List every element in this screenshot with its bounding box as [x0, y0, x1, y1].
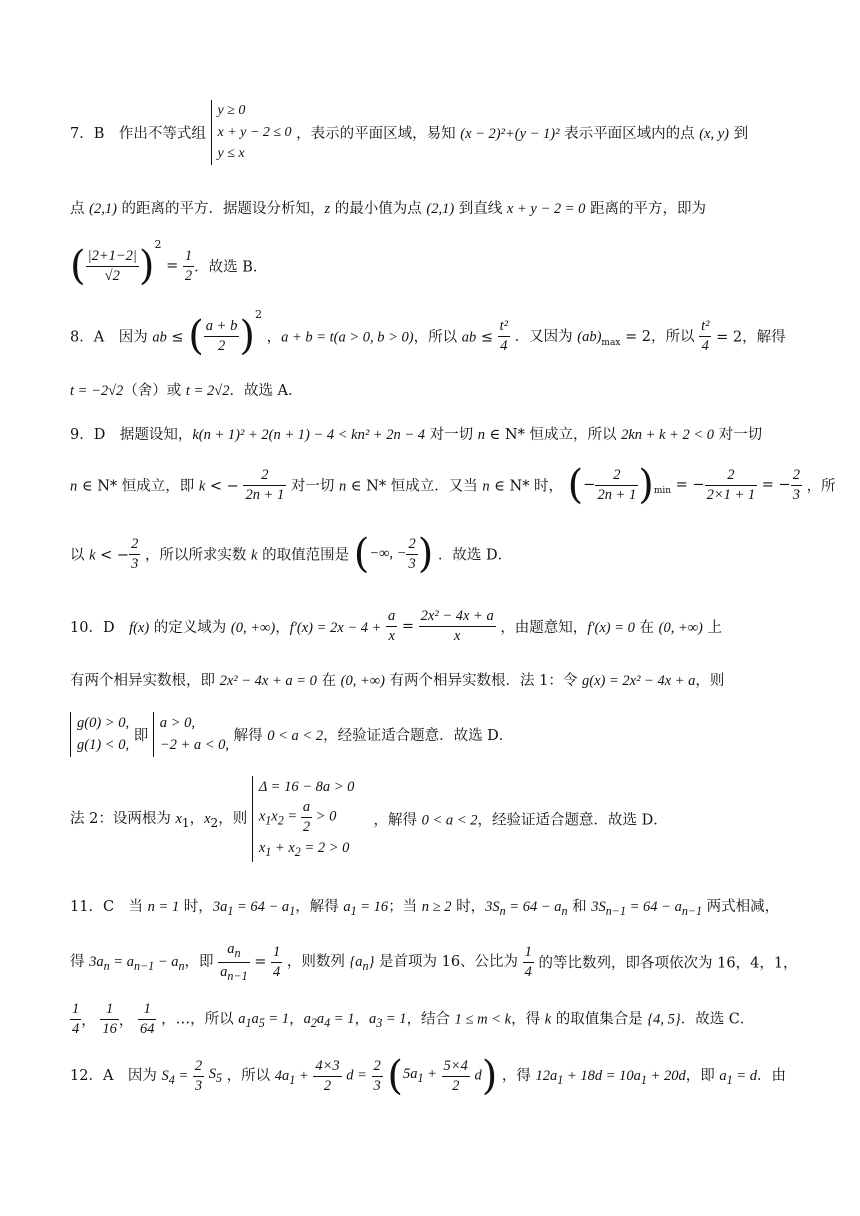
- doc-line: 法 2：设两根为 $x_1$，$x_2$，则 Δ = 16 − 8a > 0 $x_1x_2$ = $\frac{a}{2}$ > 0 $x_1 + x_2 = 2 > 0$ ，解得 0 < a < 2，经验证适合题意．故选 D．: [70, 776, 795, 862]
- doc-line: 点 (2,1) 的距离的平方．据题设分析知，z 的最小值为点 (2,1) 到直线 x + y − 2 = 0 距离的平方，即为: [70, 201, 706, 217]
- doc-line: 11．C 当 n = 1 时，$3a_1 = 64 - a_1$，解得 $a_1 = 16$；当 n ≥ 2 时，$3S_n = 64 - a_n$ 和 $3S_{n-1} = 64 - a_{n-1}$ 两式相减，: [70, 899, 780, 918]
- doc-line: 10．D f(x) 的定义域为 (0, +∞)，f′(x) = 2x − 4 + $\frac{a}{x}$ = $\frac{\text{2x² − 4x + a}}{x}$ ，由题意知，f′(x) = 0 在 (0, +∞) 上: [70, 608, 722, 644]
- doc-line: t = −2√2（舍）或 t = 2√2．故选 A．: [70, 383, 303, 399]
- doc-line: 以 k < − $\frac{2}{3}$ ，所以所求实数 k 的取值范围是 (−∞, − $\frac{2}{3}$ ) ．故选 D．: [70, 531, 513, 577]
- doc-line: $\frac{1}{4}$ ， $\frac{1}{16}$ ， $\frac{1}{64}$ ，…，所以 $a_1a_5 = 1$，$a_2a_4 = 1$，$a_3 = 1$，结合 1 ≤ m < k，得 k 的取值集合是 {4, 5}．故选 C．: [72, 1001, 755, 1037]
- doc-line: 7．B 作出不等式组 y ≥ 0 x + y − 2 ≤ 0 y ≤ x ，表示的平面区域，易知 (x − 2)²+(y − 1)² 表示平面区域内的点 (x, y) 到: [70, 100, 795, 165]
- doc-line: ( $\frac{|2+1-2|}{√2}$ )$^2$ = $\frac{1}{2}$ ．故选 B．: [70, 238, 268, 289]
- doc-line: n ∈ N* 恒成立，即 k < − $\frac{2}{2n + 1}$ 对一切 n ∈ N* 恒成立．又当 n ∈ N* 时， (− $\frac{2}{2n + 1}$ )$_{min}$ = − $\frac{2}{2\times 1 + 1}$ = − $\frac{2}{3}$ ，所: [70, 462, 836, 508]
- doc-line: 9．D 据题设知，k(n + 1)² + 2(n + 1) − 4 < kn² + 2n − 4 对一切 n ∈ N* 恒成立，所以 2kn + k + 2 < 0 对一切: [70, 427, 763, 443]
- doc-line: g(0) > 0, g(1) < 0, 即 a > 0, −2 + a < 0, 解得 0 < a < 2，经验证适合题意．故选 D．: [70, 712, 795, 757]
- doc-line: 8．A 因为 ab ≤ ( $\frac{a + b}{2}$ )$^2$ ，a + b = t(a > 0, b > 0)，所以 ab ≤ $\frac{\text{t²}}{4}$ ．又因为 $(ab)_{max} = 2$，所以 $\frac{\text{t²}}{4}$ = 2，解得: [70, 308, 786, 359]
- doc-line: 12．A 因为 $S_4$ = $\frac{2}{3}$ $S_5$ ，所以 $4a_1$ + $\frac{4\times 3}{2}$ d = $\frac{2}{3}$ ($5a_1$ + $\frac{5\times 4}{2}$ d) ，得 $12a_1 + 18d = 10a_1 + 20d$，即 $a_1 = d$．由: [70, 1053, 786, 1099]
- doc-line: 得 $3a_n = a_{n-1} - a_n$，即 $\frac{a_n}{a_{n-1}}$ = $\frac{1}{4}$ ，则数列 $\{a_n\}$ 是首项为 16、公比为 $\frac{1}{4}$ 的等比数列，即各项依次为 16，4，1，: [70, 941, 798, 983]
- doc-line: 有两个相异实数根，即 2x² − 4x + a = 0 在 (0, +∞) 有两个相异实数根．法 1：令 g(x) = 2x² − 4x + a，则: [70, 673, 725, 689]
